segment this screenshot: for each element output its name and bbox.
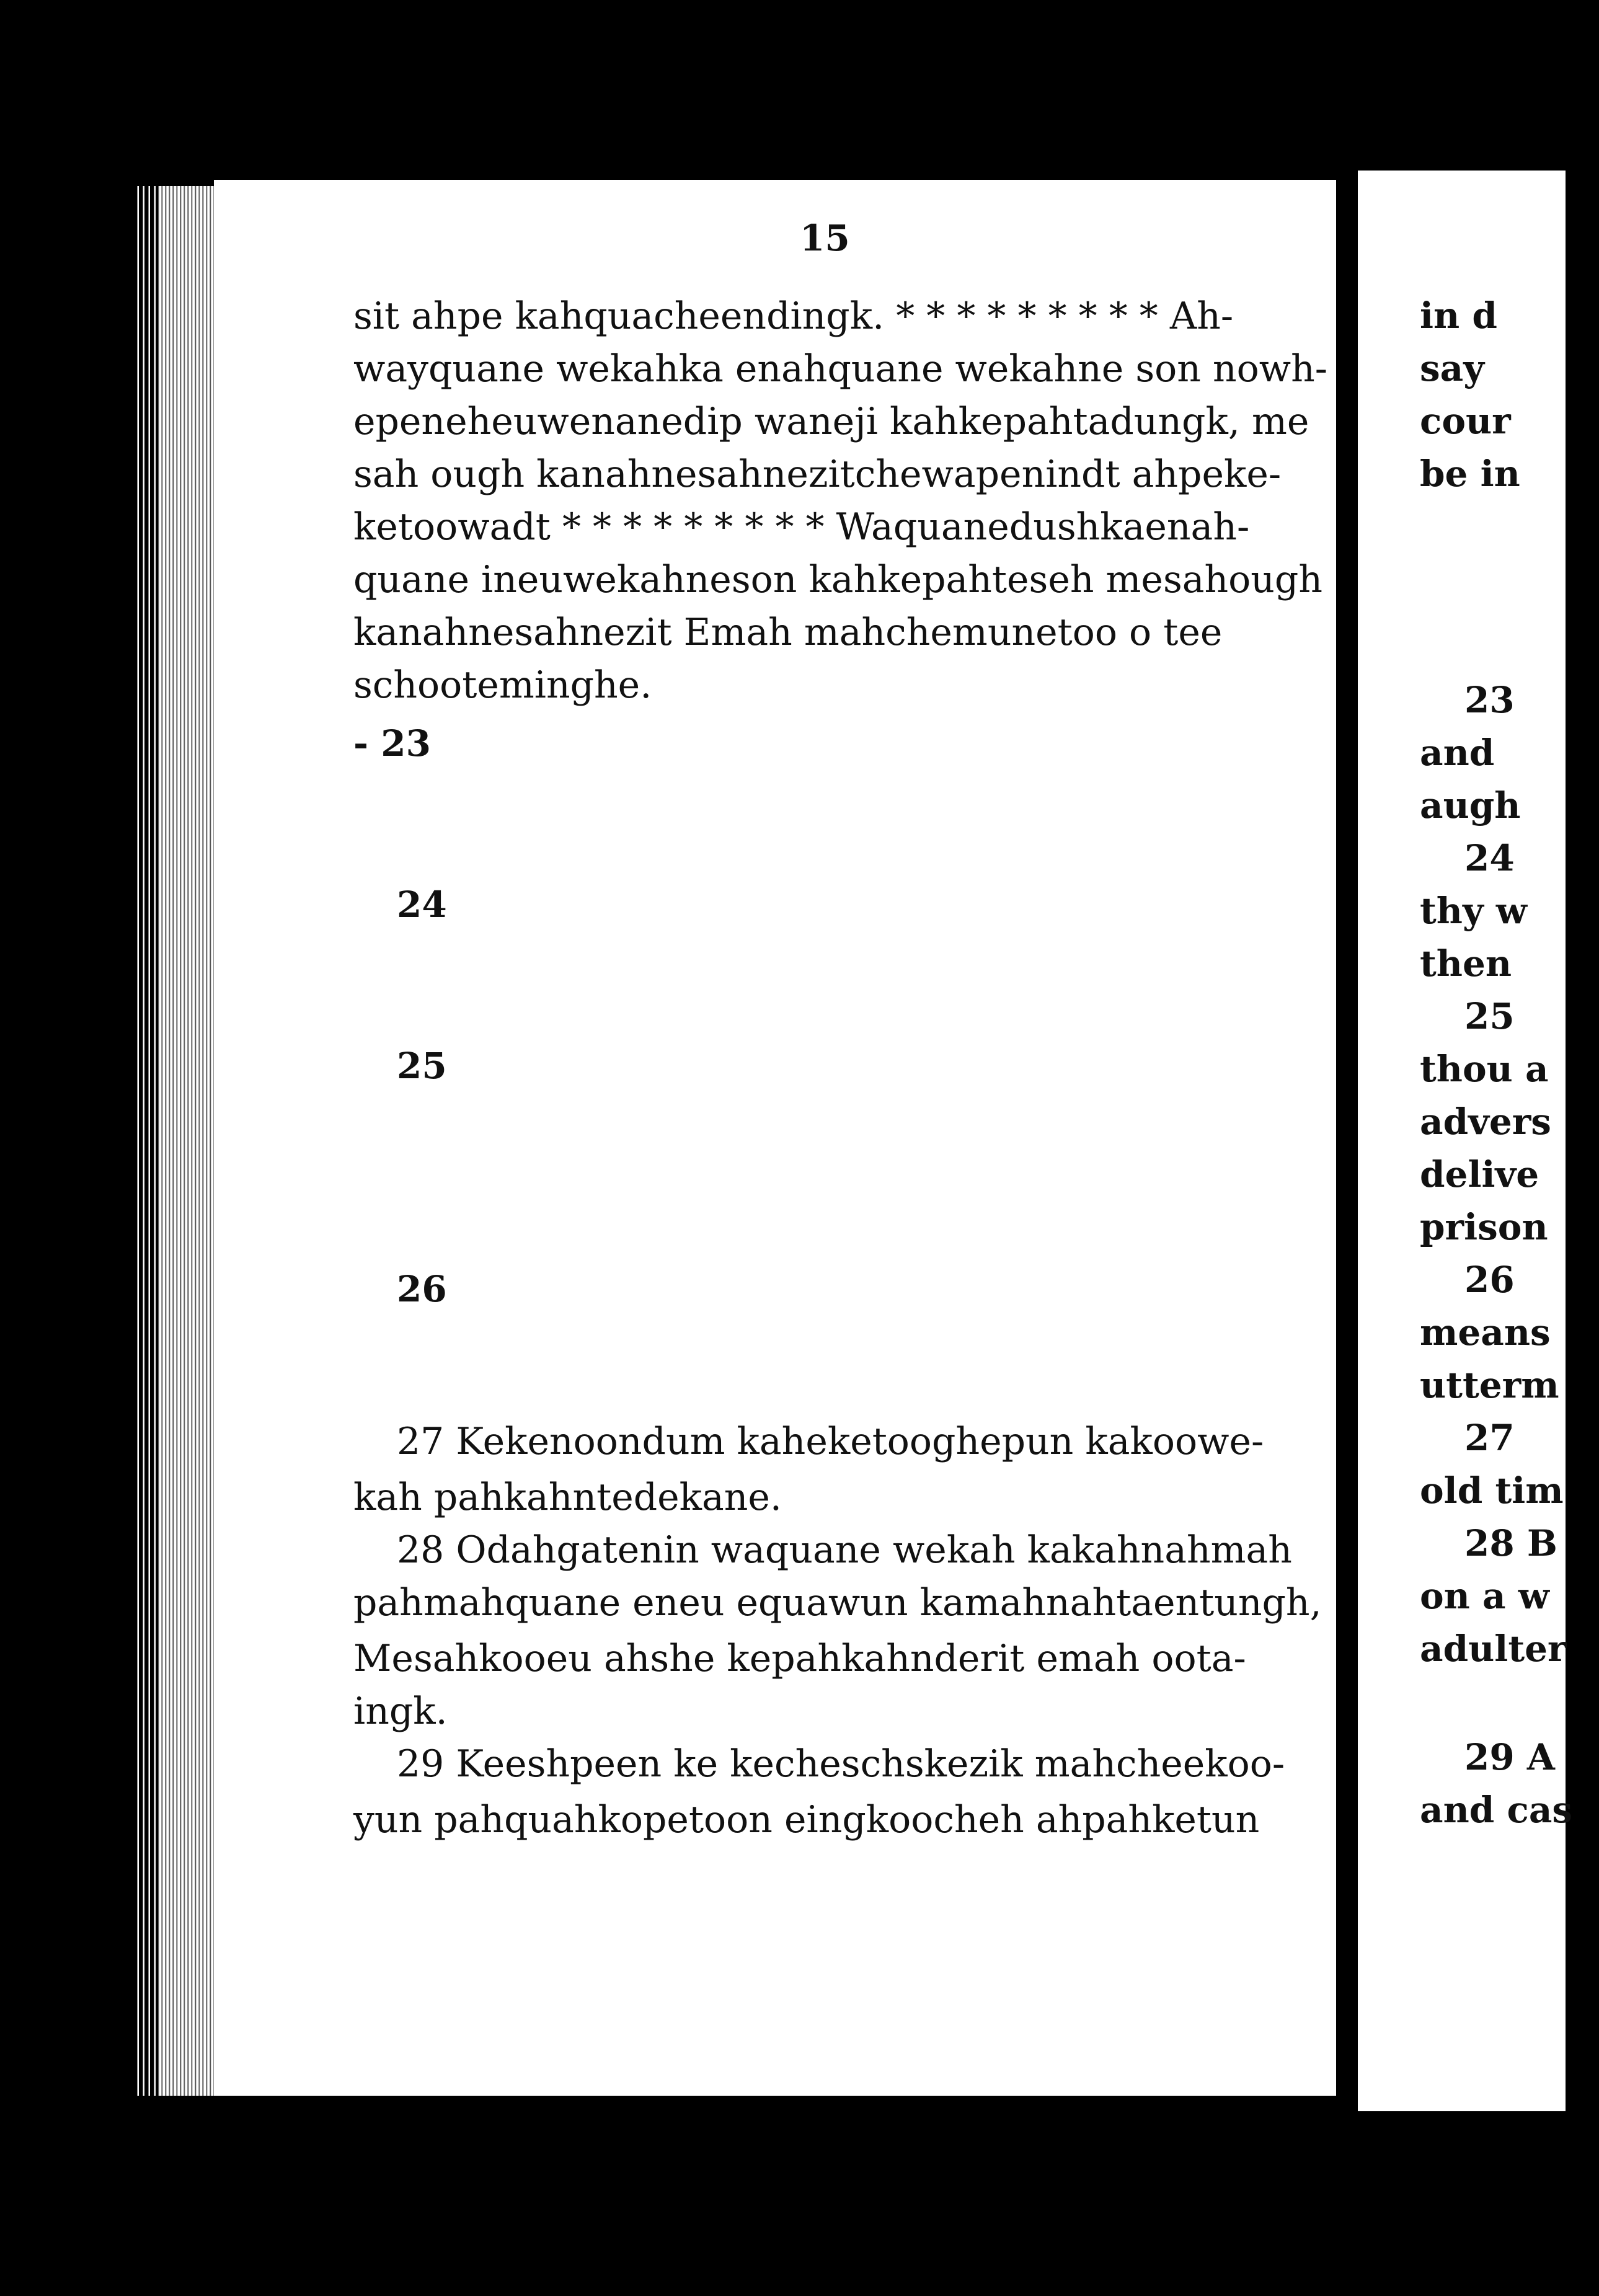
facing-text-line: augh bbox=[1420, 784, 1521, 827]
facing-text-line: adulter bbox=[1420, 1628, 1567, 1670]
facing-text-line: in d bbox=[1420, 295, 1497, 337]
facing-text-line: 25 bbox=[1464, 995, 1515, 1037]
text-line: wayquane wekahka enahquane wekahne son nowh- bbox=[353, 347, 1328, 391]
verse-number: - 23 bbox=[353, 722, 431, 765]
facing-text-line: and cas bbox=[1420, 1789, 1573, 1831]
facing-text-line: then bbox=[1420, 942, 1512, 985]
facing-text-line: thy w bbox=[1420, 890, 1527, 932]
facing-text-line: on a w bbox=[1420, 1575, 1549, 1617]
verse-number: 25 bbox=[397, 1045, 447, 1087]
facing-text-line: thou a bbox=[1420, 1048, 1549, 1090]
verse-line: pahmahquane eneu equawun kamahnahtaentungh, bbox=[353, 1581, 1322, 1624]
book-cover-edge bbox=[133, 186, 158, 2096]
facing-text-line: 26 bbox=[1464, 1259, 1515, 1301]
facing-text-line: prison bbox=[1420, 1206, 1548, 1248]
text-line: sah ough kanahnesahnezitchewapenindt ahpeke- bbox=[353, 453, 1282, 496]
text-line: schooteminghe. bbox=[353, 663, 652, 707]
facing-text-line: 28 B bbox=[1464, 1522, 1557, 1564]
facing-page-cut-edge bbox=[1566, 161, 1599, 2145]
facing-text-line: cour bbox=[1420, 400, 1511, 442]
facing-text-line: 24 bbox=[1464, 837, 1515, 879]
verse-number: 24 bbox=[397, 884, 447, 926]
text-line: quane ineuwekahneson kahkepahteseh mesahough bbox=[353, 558, 1322, 601]
verse-line: kah pahkahntedekane. bbox=[353, 1476, 782, 1519]
facing-text-line: means bbox=[1420, 1311, 1551, 1354]
text-line: ketoowadt * * * * * * * * * Waquanedushkaenah- bbox=[353, 505, 1250, 549]
facing-text-line: old tim bbox=[1420, 1469, 1564, 1512]
verse-line: 27 Kekenoondum kaheketooghepun kakoowe- bbox=[397, 1420, 1264, 1463]
facing-text-line: 29 A bbox=[1464, 1736, 1555, 1778]
verse-line: Mesahkooeu ahshe kepahkahnderit emah oota- bbox=[353, 1637, 1246, 1680]
text-line: sit ahpe kahquacheendingk. * * * * * * * * * Ah- bbox=[353, 295, 1234, 338]
gutter-shadow bbox=[1336, 180, 1355, 2096]
facing-text-line: be in bbox=[1420, 453, 1520, 495]
verse-line: ingk. bbox=[353, 1690, 448, 1733]
facing-text-line: utterm bbox=[1420, 1364, 1559, 1406]
page-number: 15 bbox=[800, 217, 850, 259]
facing-text-line: 23 bbox=[1464, 679, 1515, 721]
facing-text-line: and bbox=[1420, 732, 1495, 774]
facing-text-line: say bbox=[1420, 347, 1484, 389]
verse-line: 29 Keeshpeen ke kecheschskezik mahcheekoo- bbox=[397, 1742, 1285, 1786]
verse-number: 26 bbox=[397, 1268, 447, 1310]
text-line: kanahnesahnezit Emah mahchemunetoo o tee bbox=[353, 611, 1223, 654]
verse-line: 28 Odahgatenin waquane wekah kakahnahmah bbox=[397, 1528, 1292, 1572]
text-line: epeneheuwenanedip waneji kahkepahtadungk, me bbox=[353, 400, 1309, 443]
facing-text-line: 27 bbox=[1464, 1417, 1515, 1459]
facing-text-line: delive bbox=[1420, 1153, 1539, 1195]
facing-text-line: advers bbox=[1420, 1101, 1551, 1143]
verse-line: yun pahquahkopetoon eingkoocheh ahpahketun bbox=[353, 1798, 1260, 1842]
